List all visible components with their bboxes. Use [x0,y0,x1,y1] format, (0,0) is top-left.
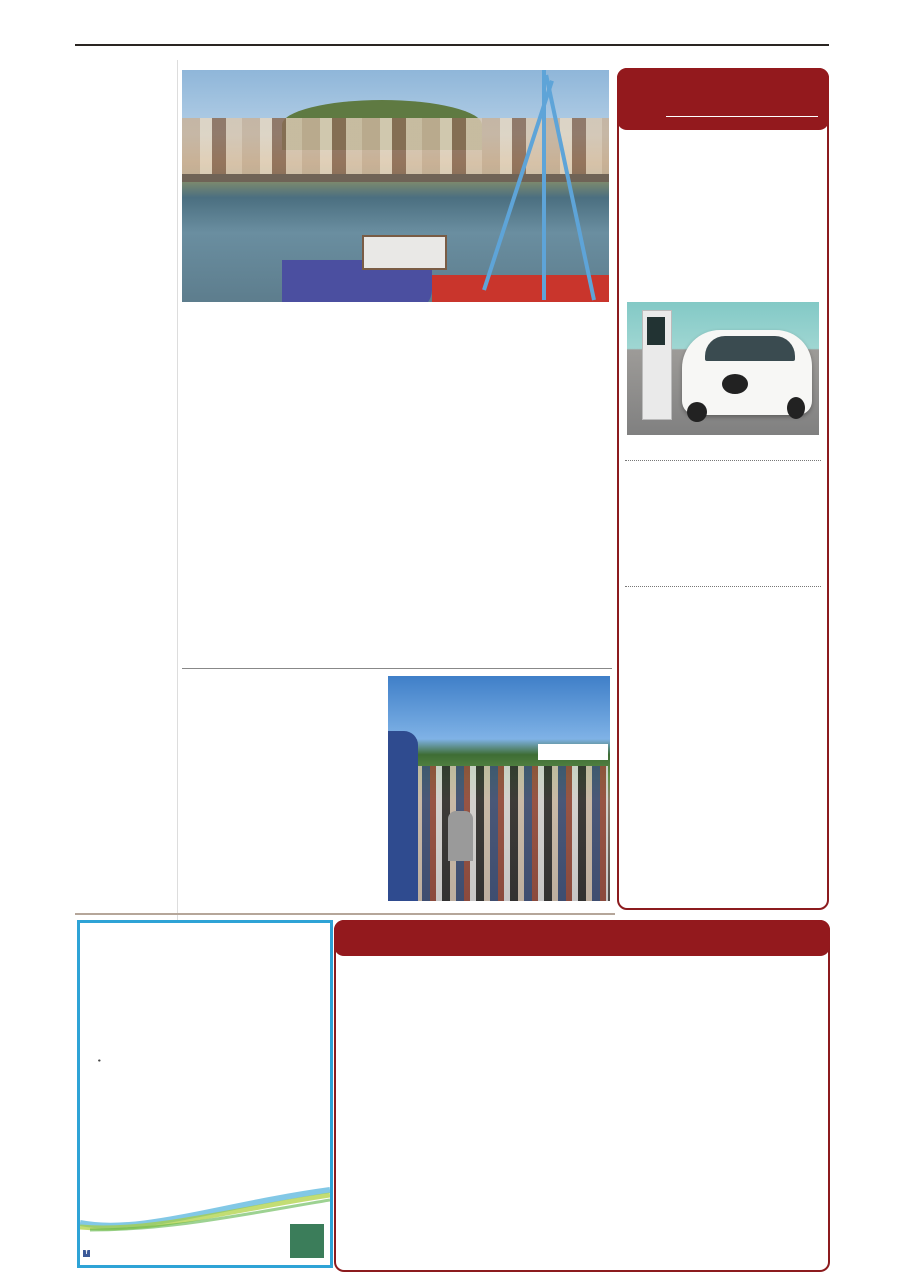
section-divider [182,668,612,669]
dotted-divider [625,460,821,461]
section-divider [75,913,615,915]
dotted-divider [625,586,821,587]
islay-letter-banner [334,920,830,956]
rnli-crowd-photo [388,676,610,901]
masthead-rule [75,44,829,46]
islay-column-1 [340,997,498,1001]
banner-rule [666,116,818,117]
islay-letter-box [334,920,830,1272]
harbour-photo [182,70,609,302]
column-divider [177,60,178,920]
mull-lines-box [617,68,829,910]
argyll-bute-council-logo [290,1224,324,1258]
facebook-icon: f [83,1250,90,1257]
facebook-link[interactable] [83,1250,94,1257]
islay-column-3-spacer [668,997,701,1267]
electric-car-photo [627,302,819,435]
mull-lines-banner [617,68,829,130]
